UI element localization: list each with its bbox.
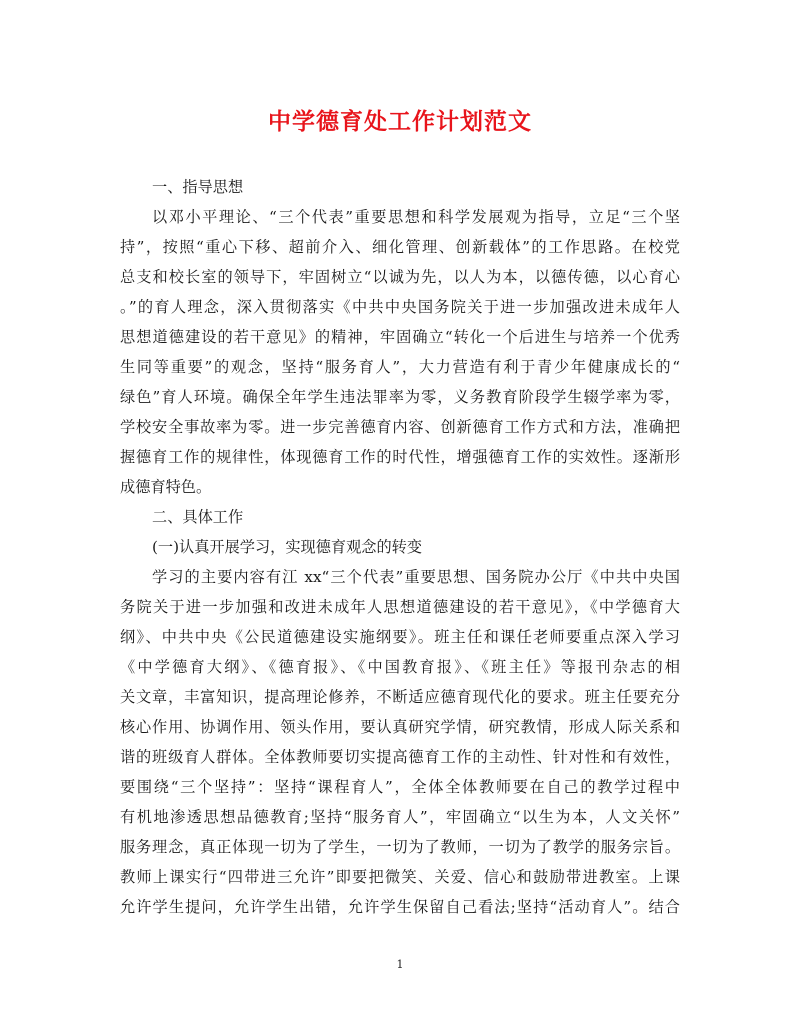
paragraph-line: 学校安全事故率为零。进一步完善德育内容、创新德育工作方式和方法，准确把 <box>120 418 680 436</box>
paragraph-line: 服务理念，真正体现一切为了学生，一切为了教师，一切为了教学的服务宗旨。 <box>120 838 680 856</box>
paragraph-line: 持”，按照“重心下移、超前介入、细化管理、创新载体”的工作思路。在校党 <box>120 238 680 256</box>
paragraph-line: 《中学德育大纲》、《德育报》、《中国教育报》、《班主任》等报刊杂志的相 <box>120 658 680 676</box>
paragraph-line: 。”的育人理念，深入贯彻落实《中共中央国务院关于进一步加强改进未成年人 <box>120 298 680 316</box>
section-heading-specific-work: 二、具体工作 <box>152 508 244 526</box>
paragraph-line: 思想道德建设的若干意见》的精神，牢固确立“转化一个后进生与培养一个优秀 <box>120 328 680 346</box>
subsection-heading: (一)认真开展学习，实现德育观念的转变 <box>152 538 423 556</box>
paragraph-line: 握德育工作的规律性，体现德育工作的时代性，增强德育工作的实效性。逐渐形 <box>120 448 680 466</box>
section-heading-guiding-ideology: 一、指导思想 <box>152 178 244 196</box>
paragraph-line: 以邓小平理论、“三个代表”重要思想和科学发展观为指导，立足“三个坚 <box>152 208 680 226</box>
page-number: 1 <box>396 958 404 971</box>
paragraph-line: 允许学生提问，允许学生出错，允许学生保留自己看法;坚持“活动育人”。结合 <box>120 898 680 916</box>
paragraph-line: 总支和校长室的领导下，牢固树立“以诚为先，以人为本，以德传德，以心育心 <box>120 268 680 286</box>
paragraph-line: 成德育特色。 <box>120 478 212 496</box>
paragraph-line: 务院关于进一步加强和改进未成年人思想道德建设的若干意见》，《中学德育大 <box>120 598 680 616</box>
paragraph-line: 核心作用、协调作用、领头作用，要认真研究学情，研究教情，形成人际关系和 <box>120 718 680 736</box>
paragraph-line: 谐的班级育人群体。全体教师要切实提高德育工作的主动性、针对性和有效性， <box>120 748 680 766</box>
document-body <box>120 172 680 922</box>
paragraph-line: 学习的主要内容有江 xx“三个代表”重要思想、国务院办公厅《中共中央国 <box>152 568 680 586</box>
paragraph-line: 生同等重要”的观念，坚持“服务育人”，大力营造有利于青少年健康成长的“ <box>120 358 680 376</box>
paragraph-line: 纲》、中共中央《公民道德建设实施纲要》。班主任和课任老师要重点深入学习 <box>120 628 680 646</box>
paragraph-line: 有机地渗透思想品德教育;坚持“服务育人”，牢固确立“以生为本，人文关怀” <box>120 808 680 826</box>
paragraph-line: 关文章，丰富知识，提高理论修养，不断适应德育现代化的要求。班主任要充分 <box>120 688 680 706</box>
paragraph-line: 要围绕“三个坚持”：坚持“课程育人”，全体全体教师要在自己的教学过程中 <box>120 778 680 796</box>
paragraph-line: 教师上课实行“四带进三允许”即要把微笑、关爱、信心和鼓励带进教室。上课 <box>120 868 680 886</box>
paragraph-line: 绿色”育人环境。确保全年学生违法罪率为零，义务教育阶段学生辍学率为零， <box>120 388 680 406</box>
document-title: 中学德育处工作计划范文 <box>268 108 532 135</box>
